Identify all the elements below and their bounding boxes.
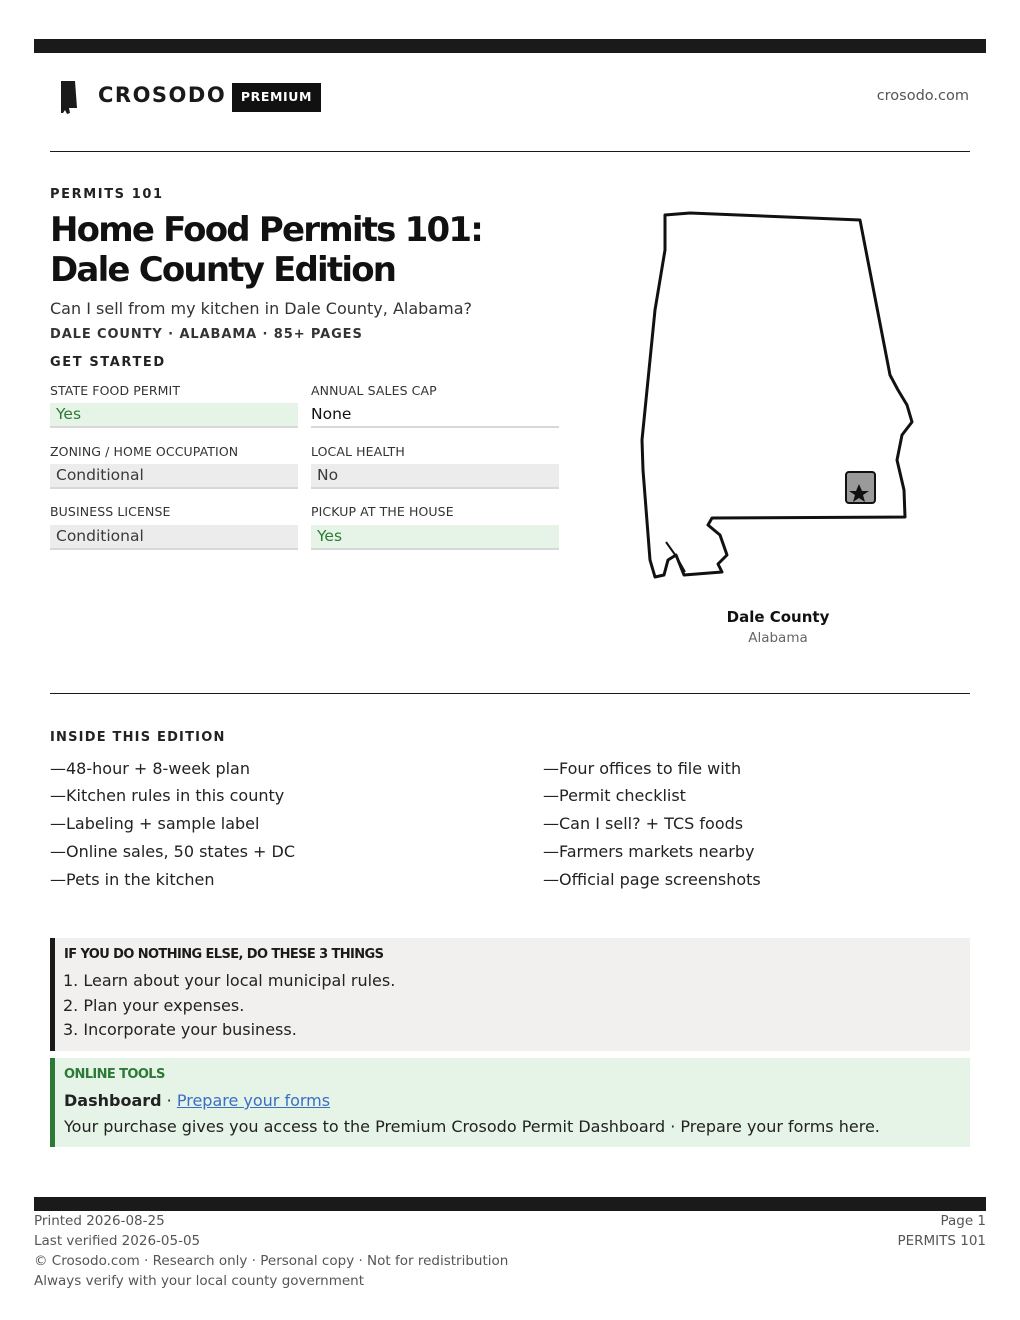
fact-label-state-food-permit: STATE FOOD PERMIT bbox=[50, 383, 181, 398]
toc-item: —Kitchen rules in this county bbox=[50, 786, 285, 805]
verified-date: Last verified 2026-05-05 bbox=[34, 1233, 201, 1249]
page-subtitle: Can I sell from my kitchen in Dale County, Alabama? bbox=[50, 299, 472, 318]
prepare-forms-link[interactable]: Prepare your forms bbox=[176, 1091, 331, 1110]
fact-label-business-license: BUSINESS LICENSE bbox=[50, 504, 171, 519]
separator: · bbox=[161, 1091, 177, 1110]
site-url[interactable]: crosodo.com bbox=[876, 88, 969, 104]
map-county-label: Dale County bbox=[726, 608, 830, 626]
edition-meta: DALE COUNTY · ALABAMA · 85+ PAGES bbox=[50, 327, 363, 342]
tools-description: Your purchase gives you access to the Premium Crosodo Permit Dashboard · Prepare your forms here. bbox=[64, 1117, 880, 1136]
toc-item: —48-hour + 8-week plan bbox=[50, 759, 250, 778]
toc-item: —Permit checklist bbox=[543, 786, 686, 805]
toc-heading: INSIDE THIS EDITION bbox=[50, 730, 226, 745]
section-divider bbox=[50, 693, 970, 694]
alabama-logo-icon bbox=[58, 80, 82, 116]
footer-section: PERMITS 101 bbox=[897, 1233, 986, 1249]
toc-item: —Labeling + sample label bbox=[50, 814, 260, 833]
fact-value-local-health: No bbox=[311, 464, 559, 489]
fact-value-annual-sales-cap: None bbox=[311, 403, 559, 428]
fact-value-zoning: Conditional bbox=[50, 464, 298, 489]
premium-badge: PREMIUM bbox=[232, 83, 321, 112]
fact-value-pickup: Yes bbox=[311, 525, 559, 550]
callout-item: 1. Learn about your local municipal rules. bbox=[63, 971, 396, 990]
fact-label-local-health: LOCAL HEALTH bbox=[311, 444, 405, 459]
brand-name: CROSODO bbox=[98, 83, 227, 107]
toc-item: —Online sales, 50 states + DC bbox=[50, 842, 296, 861]
alabama-map bbox=[636, 206, 918, 580]
section-kicker: PERMITS 101 bbox=[50, 187, 164, 202]
page-number: Page 1 bbox=[940, 1213, 986, 1229]
toc-item: —Official page screenshots bbox=[543, 870, 761, 889]
bottom-rule-bar bbox=[34, 1197, 986, 1211]
callout-item: 3. Incorporate your business. bbox=[63, 1020, 297, 1039]
tools-heading: ONLINE TOOLS bbox=[64, 1067, 165, 1082]
copyright-notice: © Crosodo.com · Research only · Personal copy · Not for redistribution bbox=[34, 1253, 509, 1269]
fact-label-annual-sales-cap: ANNUAL SALES CAP bbox=[311, 383, 437, 398]
online-tools-callout bbox=[50, 1058, 970, 1147]
get-started-heading: GET STARTED bbox=[50, 355, 166, 370]
toc-item: —Four offices to file with bbox=[543, 759, 742, 778]
callout-heading: IF YOU DO NOTHING ELSE, DO THESE 3 THINGS bbox=[64, 947, 384, 962]
alabama-outline bbox=[642, 213, 912, 577]
tools-dashboard-line bbox=[64, 1091, 330, 1110]
callout-item: 2. Plan your expenses. bbox=[63, 996, 245, 1015]
page-title: Home Food Permits 101: Dale County Edition bbox=[50, 210, 483, 290]
fact-value-business-license: Conditional bbox=[50, 525, 298, 550]
verify-note: Always verify with your local county government bbox=[34, 1273, 364, 1289]
toc-item: —Pets in the kitchen bbox=[50, 870, 215, 889]
map-state-label: Alabama bbox=[748, 630, 808, 646]
fact-label-zoning: ZONING / HOME OCCUPATION bbox=[50, 444, 239, 459]
fact-value-state-food-permit: Yes bbox=[50, 403, 298, 428]
fact-label-pickup: PICKUP AT THE HOUSE bbox=[311, 504, 454, 519]
toc-item: —Farmers markets nearby bbox=[543, 842, 755, 861]
dashboard-label: Dashboard bbox=[64, 1091, 162, 1110]
header-divider bbox=[50, 151, 970, 152]
printed-date: Printed 2026-08-25 bbox=[34, 1213, 165, 1229]
three-things-callout bbox=[50, 938, 970, 1051]
top-rule-bar bbox=[34, 39, 986, 53]
toc-item: —Can I sell? + TCS foods bbox=[543, 814, 744, 833]
